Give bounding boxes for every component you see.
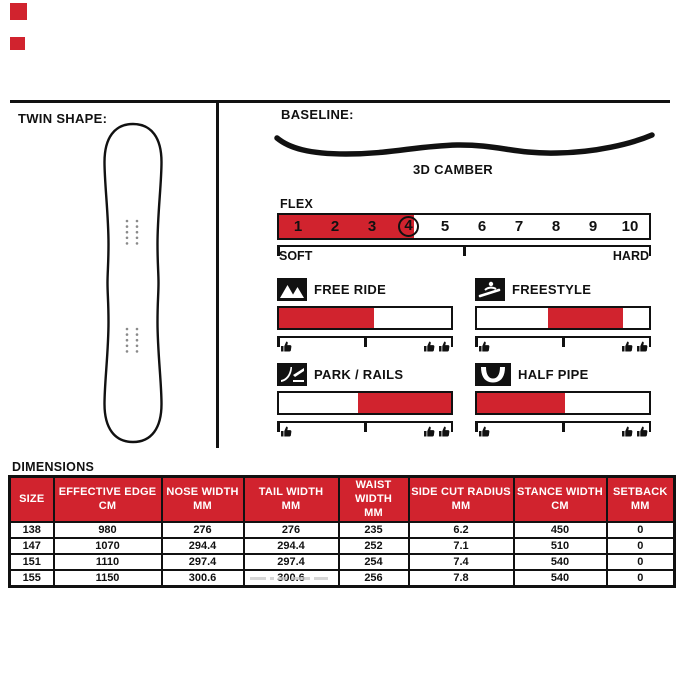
dimensions-cell: 297.4 xyxy=(162,554,244,570)
flex-value: 2 xyxy=(330,218,340,235)
rating-label: HALF PIPE xyxy=(518,367,589,382)
rating-bar xyxy=(475,391,651,415)
snowboarder-icon xyxy=(475,278,505,301)
thumb-up-icon xyxy=(280,340,292,358)
double-thumb-up-icon xyxy=(423,425,450,438)
dimensions-column-header: SIDE CUT RADIUS MM xyxy=(409,477,514,523)
flex-value: 10 xyxy=(621,218,639,235)
flex-value: 6 xyxy=(477,218,487,235)
flex-value: 3 xyxy=(367,218,377,235)
dimensions-cell: 450 xyxy=(514,522,607,538)
dimensions-cell: 0 xyxy=(607,522,675,538)
dimensions-cell: 252 xyxy=(339,538,409,554)
dimensions-column-header: SIZE xyxy=(10,477,54,523)
dimensions-cell: 6.2 xyxy=(409,522,514,538)
dimensions-table-header xyxy=(10,477,675,523)
faded-text-remnant xyxy=(250,577,328,580)
hard-label: HARD xyxy=(612,249,649,263)
dimensions-column-header: STANCE WIDTH CM xyxy=(514,477,607,523)
dimensions-cell: 0 xyxy=(607,554,675,570)
flex-value: 7 xyxy=(514,218,524,235)
dimensions-cell: 300.6 xyxy=(162,570,244,586)
dimensions-cell: 1110 xyxy=(54,554,162,570)
flex-numbers xyxy=(279,215,649,238)
rating-freestyle xyxy=(475,277,651,352)
thumb-up-icon xyxy=(478,425,490,443)
double-thumb-up-icon xyxy=(621,425,648,438)
mountains-icon xyxy=(277,278,307,301)
flex-label: FLEX xyxy=(280,197,314,211)
rating-bar xyxy=(277,306,453,330)
dimensions-table xyxy=(8,475,676,588)
dimensions-table-row xyxy=(10,554,675,570)
dimensions-cell: 155 xyxy=(10,570,54,586)
rating-label: FREE RIDE xyxy=(314,282,387,297)
dimensions-cell: 7.8 xyxy=(409,570,514,586)
dimensions-cell: 0 xyxy=(607,570,675,586)
corner-red-mark xyxy=(10,37,25,50)
dimensions-cell: 540 xyxy=(514,554,607,570)
dimensions-cell: 980 xyxy=(54,522,162,538)
park-ramp-icon xyxy=(277,363,307,386)
dimensions-cell: 540 xyxy=(514,570,607,586)
dimensions-table-row xyxy=(10,522,675,538)
soft-label: SOFT xyxy=(279,249,313,263)
dimensions-column-header: SETBACK MM xyxy=(607,477,675,523)
rating-axis-line xyxy=(475,421,651,437)
dimensions-cell: 1150 xyxy=(54,570,162,586)
dimensions-cell: 510 xyxy=(514,538,607,554)
thumb-up-icon xyxy=(280,425,292,443)
axis-tick xyxy=(463,247,466,256)
flex-value: 9 xyxy=(588,218,598,235)
rating-label: FREESTYLE xyxy=(512,282,592,297)
flex-value: 8 xyxy=(551,218,561,235)
rating-bar xyxy=(475,306,651,330)
rating-label: PARK / RAILS xyxy=(314,367,404,382)
baseline-label: BASELINE: xyxy=(281,107,354,122)
rating-axis-line xyxy=(277,421,453,437)
flex-scale-bar xyxy=(277,213,651,240)
dimensions-cell: 151 xyxy=(10,554,54,570)
double-thumb-up-icon xyxy=(621,340,648,353)
rating-axis-line xyxy=(475,336,651,352)
flex-value-selected: 4 xyxy=(398,216,419,237)
dimensions-cell: 7.4 xyxy=(409,554,514,570)
rating-axis-line xyxy=(277,336,453,352)
snowboard-outline-diagram xyxy=(101,121,165,445)
dimensions-cell: 7.1 xyxy=(409,538,514,554)
rating-fill-segment xyxy=(279,308,374,328)
dimensions-cell: 276 xyxy=(162,522,244,538)
dimensions-cell: 254 xyxy=(339,554,409,570)
rating-free-ride xyxy=(277,277,453,352)
halfpipe-icon xyxy=(475,363,511,386)
rating-half-pipe xyxy=(475,362,651,437)
flex-value: 5 xyxy=(440,218,450,235)
twin-shape-label: TWIN SHAPE: xyxy=(18,111,108,126)
dimensions-label: DIMENSIONS xyxy=(12,460,95,474)
camber-name-label: 3D CAMBER xyxy=(413,162,493,177)
rating-fill-segment xyxy=(548,308,624,328)
dimensions-cell: 235 xyxy=(339,522,409,538)
dimensions-column-header: EFFECTIVE EDGE CM xyxy=(54,477,162,523)
dimensions-cell: 147 xyxy=(10,538,54,554)
rating-fill-segment xyxy=(477,393,565,413)
rating-bar xyxy=(277,391,453,415)
flex-axis-line xyxy=(277,245,651,262)
vertical-divider-rule xyxy=(216,100,219,448)
dimensions-cell: 276 xyxy=(244,522,339,538)
dimensions-cell: 294.4 xyxy=(244,538,339,554)
dimensions-cell: 138 xyxy=(10,522,54,538)
flex-value: 1 xyxy=(293,218,303,235)
corner-red-mark xyxy=(10,3,27,20)
thumb-up-icon xyxy=(478,340,490,358)
rating-fill-segment xyxy=(358,393,451,413)
dimensions-table-row xyxy=(10,570,675,586)
dimensions-cell: 256 xyxy=(339,570,409,586)
dimensions-column-header: WAIST WIDTH MM xyxy=(339,477,409,523)
dimensions-table-row xyxy=(10,538,675,554)
top-divider-rule xyxy=(10,100,670,103)
dimensions-cell: 0 xyxy=(607,538,675,554)
double-thumb-up-icon xyxy=(423,340,450,353)
rating-park-rails xyxy=(277,362,453,437)
dimensions-cell: 297.4 xyxy=(244,554,339,570)
dimensions-column-header: TAIL WIDTH MM xyxy=(244,477,339,523)
dimensions-cell: 294.4 xyxy=(162,538,244,554)
dimensions-cell: 1070 xyxy=(54,538,162,554)
dimensions-column-header: NOSE WIDTH MM xyxy=(162,477,244,523)
